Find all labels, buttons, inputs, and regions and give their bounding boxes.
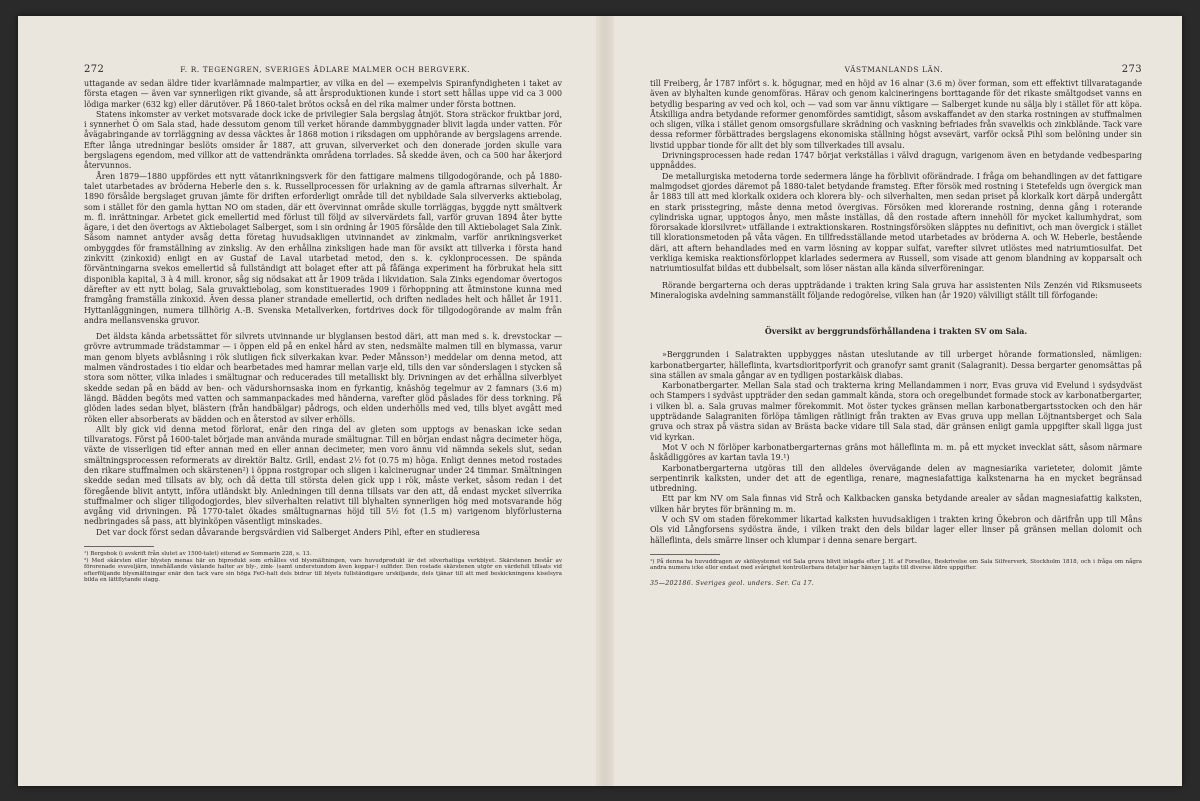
right-page	[650, 64, 1142, 587]
footnote-rule	[650, 554, 720, 555]
footnote: ¹) På denna ha huvuddragen av skölsystemet vid Sala gruva blivit inlagda efter J. H. af Forselles, Beskrivelse om Sala Silfververk, Stockholm 1818, och i fråga om några andra numera icke eller endast med svårighet kontrollerbara detaljer har hänsyn tagits till diverse äldre uppgifter.	[650, 558, 1142, 572]
footnote-rule	[84, 546, 154, 547]
paragraph: Ett par km NV om Sala finnas vid Strå och Kalkbacken ganska betydande arealer av sådan magnesiafattig kalksten, vilken här brytes för bränning m. m.	[650, 494, 1142, 514]
paragraph: Karbonatbergarterna utgöras till den alldeles övervägande delen av magnesiarika varieteter, dolomit jämte serpentinrik kalksten, under det att de egentliga, renare, magnesiafattiga kalkstenarna ha en mycket begränsad utbredning.	[650, 463, 1142, 494]
right-page-body	[650, 79, 1142, 301]
section-body	[650, 350, 1142, 546]
footnote: ¹) Bergsbok (i avskrift från slutet av 1500-talet) eiterad av Sommarin 228, s. 13.	[84, 551, 312, 558]
paragraph: uttagande av sedan äldre tider kvarlämnade malmpartier, av vilka en del — exempelvis Spiranfyndigheten i taket av första etagen — även var synnerligen rikt givande, så att årsproduktionen kunde i stort sett hållas uppe vid ca 3 000 lödiga marker (632 kg) eller därutöver. På 1860-talet brötos också en del rika malmer under första bottnen.	[84, 79, 562, 109]
paragraph: Rörande bergarterna och deras uppträdande i trakten kring Sala gruva har assistenten Nils Zenzén vid Riksmuseets Mineralogiska avdelning sammanställt följande redogörelse, vilken han (år 1920) välvilligt ställt till förfogande:	[650, 280, 1142, 300]
paragraph: Det var dock först sedan dåvarande bergsvärdien vid Salberget Anders Pihl, efter en studieresa	[96, 527, 480, 537]
paragraph: »Berggrunden i Salatrakten uppbygges nästan uteslutande av till urberget hörande formationsled, nämligen: karbonatbergarter, hälleflinta, kvartsdioritporfyrit och granofyr samt granit (Salagranit). Dessa bergarter genomsättas på sina ställen av smala gångar av en tydligen postarkäisk diabas.	[650, 350, 1142, 380]
left-page-number: 272	[84, 64, 105, 75]
paragraph: Mot V och N förlöper karbonatbergarternas gräns mot hälleflinta m. m. på ett mycket invecklat sätt, såsom närmare åskådliggöres av kartan tavla 19.¹)	[650, 442, 1142, 463]
left-footnotes	[84, 551, 562, 584]
book-spread	[18, 16, 1182, 786]
printer-signature: 35—202186. Sveriges geol. unders. Ser. Ca 17.	[650, 580, 815, 588]
right-running-head: VÄSTMANLANDS LÄN.	[844, 65, 944, 74]
paragraph: Allt bly gick vid denna metod förlorat, enär den ringa del av gleten som upptogs av benaskan icke sedan tillvaratogs. Först på 1600-talet började man använda murade smältugnar. Till en början endast några decimeter höga, växte de visserligen tid efter annan med en eller annan decimeter, men voro ännu vid nämnda sekels slut, sedan smältningsprocessen reformerats av direktör Baltz. Grill, endast 2½ fot (0.75 m) höga. Enligt dennes metod rostades den rikare stuffmalmen och skärstenen²) i öppna rostgropar och sligen i kalcinerugnar under 24 timmar. Smältningen skedde sedan med tillsats av bly, och då detta till största delen gick upp i rök, måste verket, såsom redan i det föregående blivit antytt, införa utländskt bly. Anledningen till denna tillsats var den att, då endast mycket silverrika stuffmalmer och sliger tillgodogjordes, blev silverhalten relativt till blyhalten synnerligen hög med motsvarande hög avgång vid drivningen. På 1770-talet ökades smältugnarnas höjd till 5½ fot (1.5 m) varigenom blyförlusterna nedbringades så pass, att blyinköpen väsentligt minskades.	[84, 424, 562, 527]
book-gutter	[596, 16, 614, 786]
footnote: ²) Med skärsten eller blysten menas här en biprodukt som erhålles vid blysmältningen, vars huvudprodukt är det silverhaltiga verkblyet. Skärstenen består av förorenade svaveljärn, innehållande växlande halter av bly-, zink- (samt understundom även koppar-) sulfider. Den rostade skärstenen utgör en värdefull tillsats vid efterföljande blysmältningar enär den tack vare sin höga FeO-halt dels bidrar till blyets fullständigare urskiljande, dels tjänar till att med beskickningens kiselsyra bilda en lättflytande slagg.	[84, 557, 562, 584]
paragraph: Det äldsta kända arbetssättet för silvrets utvinnande ur blyglansen bestod däri, att man med s. k. drevstockar — grövre avtrummade trädstammar — i öppen eld på en enkel hård av sten, nedsmälte malmen till en blymassa, varur man genom blyets avblåsning i rök slutligen fick silverkakan kvar. Peder Månsson¹) meddelar om denna metod, att malmen vändrostades i tio eldar och bearbetades med hamrar mellan varje eld, tills den var sönderslagen i stycken så stora som nötter, vilka inlades i smältugnar och reducerades till metalliskt bly. Drivningen av det erhållna silverblyet skedde sedan på en bädd av ben- och vädurshornsaska inom en fyrkantig, knäshög tegelmur av 2 famnars (3.6 m) längd. Bädden begöts med vatten och sammanpackades med händerna, varefter glöd påslades för dess torkning. På glöden lades sedan blyet, blästern (från handbälgar) pådrogs, och elden underhölls med ved, tills blyet avgått med röken eller absorberats av bädden och en återstod av silver erhölls.	[84, 332, 562, 424]
left-page-header	[84, 64, 562, 75]
paragraph: till Freiberg, år 1787 infört s. k. högugnar, med en höjd av 16 alnar (3.6 m) över forman, som ett effektivt tillvaratagande även av blyhalten kunde genomföras. Härav och genom kalcineringens borttagande för det rikaste smältgodset vanns en betydlig besparing av ved och kol, och — vad som var ännu viktigare — Salberget kunde nu sälja bly i stället för att köpa. Åtskilliga andra betydande reformer genomfördes samtidigt, såsom avskaffandet av den starka rostningen av stuffmalmen och sligen, vilka i stället genom omsorgsfullare skrädning och vaskning befriades från svavelkis och zinkblände. Tack vare dessa reformer förbättrades bergslagens ekonomiska ställning högst avsevärt, varför också Pihl som belöning under sin livstid uppbar tionde för allt det bly som tillverkades till avsalu.	[650, 79, 1142, 150]
left-page	[84, 64, 562, 584]
left-page-body	[84, 79, 562, 538]
paragraph: V och SV om staden förekommer likartad kalksten huvudsakligen i trakten kring Ökebron och därifrån upp till Måns Ols vid Långforsens sydöstra ände, i vilken trakt den dels bildar lager eller linser på gränsen mellan dolomit och hälleflinta, dels smärre linser och klumpar i denna senare bergart.	[650, 514, 1142, 545]
paragraph: Statens inkomster av verket motsvarade dock icke de privilegier Sala bergslag åtnjöt. Stora sträckor fruktbar jord, i synnerhet Ö om Sala stad, hade dessutom genom till verket hörande dammbyggnader blivit lagda under vatten. För åvägabringande av torrläggning av dessa väcktes år 1868 motion i riksdagen om upphörande av bergslagens arrende. Efter långa utredningar beslöts omsider år 1887, att gruvan, silververket och den donerade jorden skulle vara bergslagens egendom, med villkor att de vattendränkta områdena torrlades. Så skedde även, och ca 500 har åkerjord återvunnos.	[84, 109, 562, 171]
right-page-header	[650, 64, 1142, 75]
paragraph: Åren 1879—1880 uppfördes ett nytt vätanrikningsverk för den fattigare malmens tillgodogörande, och på 1880-talet utarbetades av bröderna Heberle den s. k. Russellprocessen för urlakning av de gamla aftrarnas silverhalt. År 1890 försålde bergslaget gruvan jämte för driften erforderligt område till det nybildade Sala silververks aktiebolag, som i stället för den gamla hyttan NO om staden, där ett övervinnat område skulle torrläggas, byggde nytt smältverk m. fl. inrättningar. Arbetet gick emellertid med förlust till följd av silvervärdets fall, varför gruvan 1894 åter bytte ägare, i det den övertogs av Aktiebolaget Salberget, som i sin ordning år 1905 försålde den till Aktiebolaget Sala Zink. Såsom namnet antyder avsåg detta företag huvudsakligen utvinnandet av zinkmalm, varför anrikningsverket ombyggdes för framställning av zinkslig. Av den erhållna zinksligen hade man för avsikt att tillverka i första hand zinkvitt (zinkoxid) enligt en av Gustaf de Laval utarbetad metod, den s. k. cyklonprocessen. De spända förväntningarna svekos emellertid så fullständigt att bolaget efter att på fåfänga experiment ha förbrukat hela sitt disponibla kapital, 3 à 4 mill. kronor, såg sig nödsakat att år 1909 träda i likvidation. Sala Zinks egendomar övertogos därefter av ett nytt bolag, Sala gruvaktiebolag, som konstituerades 1909 i förhoppning att åtminstone kunna med framgång framställa zinkoxid. Även dessa planer strandade emellertid, och driften nedlades helt och hållet år 1911. Hyttanläggningen, numera tillhörig A.-B. Svenska Metallverken, fortdrives dock för tillgodogörande av malm från andra mellansvenska gruvor.	[84, 171, 562, 325]
section-title: Översikt av berggrundsförhållandena i trakten SV om Sala.	[764, 327, 1028, 337]
right-page-number: 273	[1121, 64, 1142, 75]
left-running-head: F. R. TEGENGREN, SVERIGES ÄDLARE MALMER OCH BERGVERK.	[180, 65, 471, 74]
paragraph: Karbonatbergarter. Mellan Sala stad och trakterna kring Mellandammen i norr, Evas gruva vid Evelund i sydsydväst och Stampers i sydväst uppträder den sedan gammalt kända, stora och oregelbundet formade stock av karbonatbergarter, i vilken bl. a. Sala gruvas malmer förekommit. Mot öster tyckes gränsen mellan karbonatbergartsstocken och den här uppträdande Salagraniten förlöpa tämligen rätlinigt från trakten av Evas gruva upp mellan Löjtnantsberget och Sala gruva och strax på västra sidan av Brästa backe vidare till Sala stad, där gränsen enligt gamla uppgifter skall ligga just vid kyrkan.	[650, 381, 1142, 442]
right-footnotes	[650, 559, 1142, 572]
paragraph: De metallurgiska metoderna torde sedermera länge ha förblivit oförändrade. I fråga om behandlingen av det fattigare malmgodset gjordes däremot på 1880-talet betydande framsteg. Efter försök med rostning i Stetefelds ugn övergick man år 1883 till att med klorkalk oxidera och klorera bly- och silverhalten, men sedan priset på klorkalk kort därpå undergått en stark prisstegring, måste denna metod övergivas. Försöken med klorerande rostning, denna gång i roterande cylindriska ugnar, upptogos ånyo, men måste inställas, då den rostade aftern innehöll för mycket kaliumhydrat, som förorsakade klorsilvret» utfällande i extraktionskaren. Rostningsförsöken släpptes nu definitivt, och man övergick i stället till klorationsmetoden på våta vägen. En tillfredsställande metod utarbetades av bröderna A. och W. Heberle, bestående däri, att aftern behandlades med en varm lösning av koppar sulfat, varefter silvret utlöstes med natriumtiosulfat. Det verkliga kemiska reaktionsförloppet klarlades sedermera av Russell, som visade att genom blandning av kopparsalt och natriumtiosulfat bildas ett dubbelsalt, som löser nästan alla kända silverföreningar.	[650, 171, 1142, 274]
paragraph: Drivningsprocessen hade redan 1747 börjat verkställas i välvd dragugn, varigenom även en betydande vedbesparing uppnåddes.	[650, 151, 1142, 171]
